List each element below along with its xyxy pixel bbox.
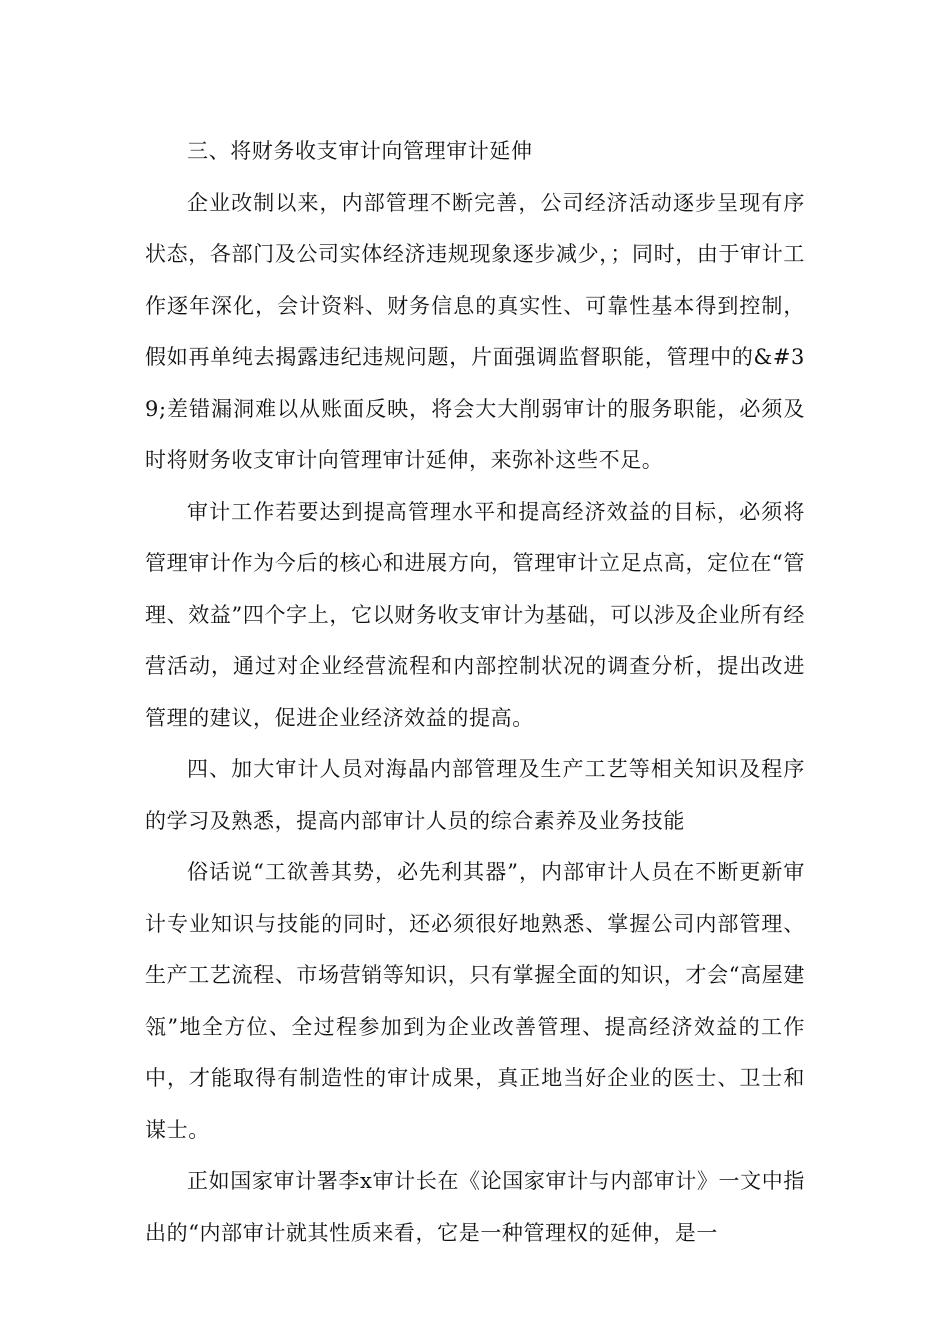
section-heading-3: 三、将财务收支审计向管理审计延伸 [187, 139, 533, 163]
body-paragraph: 审计工作若要达到提高管理水平和提高经济效益的目标，必须将管理审计作为今后的核心和进展方向，管理审计立足点高，定位在“管理、效益”四个字上，它以财务收支审计为基础，可以涉及企业所有经营活动，通过对企业经营流程和内部控制状况的调查分析，提出改进管理的建议，促进企业经济效益的提高。 [145, 499, 805, 730]
body-paragraph: 企业改制以来，内部管理不断完善，公司经济活动逐步呈现有序状态，各部门及公司实体经济违规现象逐步减少，；同时，由于审计工作逐年深化，会计资料、财务信息的真实性、可靠性基本得到控制，假如再单纯去揭露违纪违规问题，片面强调监督职能，管理中的&#39;差错漏洞难以从账面反映，将会大大削弱审计的服务职能，必须及时将财务收支审计向管理审计延伸，来弥补这些不足。 [145, 190, 805, 472]
body-paragraph: 正如国家审计署李x审计长在《论国家审计与内部审计》一文中指出的“内部审计就其性质来看，它是一种管理权的延伸，是一 [145, 1169, 805, 1245]
body-paragraph: 俗话说“工欲善其势，必先利其器”，内部审计人员在不断更新审计专业知识与技能的同时，还必须很好地熟悉、掌握公司内部管理、生产工艺流程、市场营销等知识，只有掌握全面的知识，才会“高屋建瓴”地全方位、全过程参加到为企业改善管理、提高经济效益的工作中，才能取得有制造性的审计成果，真正地当好企业的医士、卫士和谋士。 [145, 860, 805, 1142]
document-body [145, 126, 805, 1259]
section-heading-4: 四、加大审计人员对海晶内部管理及生产工艺等相关知识及程序的学习及熟悉，提高内部审计人员的综合素养及业务技能 [145, 757, 805, 833]
